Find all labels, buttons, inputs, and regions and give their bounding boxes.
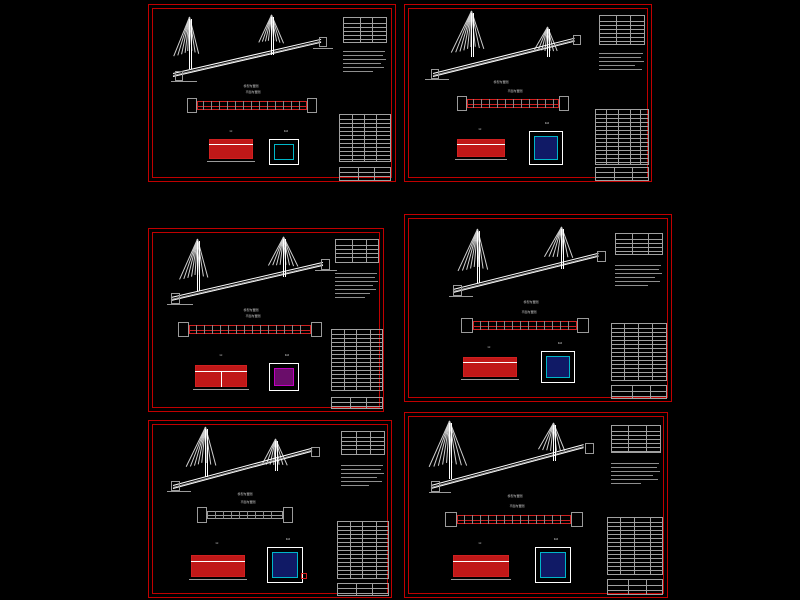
quantity-table[interactable] — [341, 431, 385, 455]
notes-block — [335, 271, 379, 301]
section-a-title: I-I — [478, 127, 482, 131]
pylon-left-b — [451, 423, 452, 479]
section-view-b — [531, 537, 579, 591]
title-block[interactable] — [337, 583, 389, 596]
pylon-left-b — [199, 241, 200, 291]
pylon-left-b — [473, 13, 474, 57]
title-block[interactable] — [611, 385, 667, 399]
plan-hatch — [467, 99, 559, 108]
elevation-view — [167, 237, 337, 311]
pylon-left — [471, 13, 472, 57]
pylon-right — [275, 441, 276, 471]
section-a-line1 — [209, 144, 253, 145]
sheet-1[interactable] — [148, 4, 396, 182]
ground-line-left — [429, 492, 451, 493]
elevation-title: 桥型布置图 — [523, 300, 539, 304]
plan-support-right — [283, 507, 293, 523]
section-b-core — [274, 144, 294, 160]
abutment-left — [431, 69, 439, 79]
section-a-line1 — [457, 144, 505, 145]
plan-hatch — [189, 325, 311, 334]
sheet-5[interactable] — [148, 420, 392, 598]
elevation-title: 桥型布置图 — [493, 80, 509, 84]
pylon-right-b — [563, 229, 564, 269]
section-view-a — [187, 541, 249, 589]
plan-title: 平面布置图 — [509, 504, 525, 508]
pylon-left — [197, 241, 198, 291]
quantity-table[interactable] — [615, 233, 663, 255]
section-a-title: I-I — [487, 345, 491, 349]
deck-bottom-line — [173, 42, 321, 77]
material-table[interactable] — [339, 114, 391, 162]
pylon-right-b — [277, 441, 278, 471]
section-view-b — [537, 341, 583, 391]
pylon-left — [189, 19, 190, 69]
ground-line-left — [167, 304, 193, 305]
notes-block — [611, 461, 661, 487]
section-view-a — [191, 353, 251, 399]
ground-line-left — [171, 81, 197, 82]
deck-center-line — [171, 263, 323, 299]
abutment-left — [171, 293, 180, 304]
sheet-2-frame — [408, 8, 648, 178]
section-a-title: I-I — [219, 353, 223, 357]
section-a-base — [455, 159, 507, 160]
abutment-right — [321, 259, 330, 270]
pylon-right — [561, 229, 562, 269]
plan-support-left — [445, 512, 457, 527]
plan-support-right — [571, 512, 583, 527]
section-view-a — [459, 345, 521, 391]
plan-title: 平面布置图 — [240, 500, 256, 504]
plan-support-right — [559, 96, 569, 111]
section-b-title: II-II — [553, 537, 559, 541]
plan-hatch — [197, 101, 307, 110]
section-a-base — [451, 579, 511, 580]
section-b-title: II-II — [283, 129, 289, 133]
elevation-title: 桥型布置图 — [507, 494, 523, 498]
plan-support-left — [197, 507, 207, 523]
abutment-right — [311, 447, 320, 457]
plan-view — [455, 89, 575, 115]
section-b-title: II-II — [284, 353, 290, 357]
section-a-web — [221, 371, 222, 387]
material-table[interactable] — [611, 323, 667, 381]
elevation-view — [429, 421, 609, 499]
sheet-6-frame — [408, 416, 664, 594]
pylon-left — [449, 423, 450, 479]
abutment-right — [319, 37, 327, 47]
elevation-view — [419, 11, 589, 83]
section-a-line1 — [463, 362, 517, 363]
elevation-view — [167, 427, 337, 497]
section-b-title: II-II — [285, 537, 291, 541]
section-b-title: II-II — [544, 121, 550, 125]
pylon-left — [205, 429, 206, 477]
pylon-left-b — [207, 429, 208, 477]
section-view-b — [265, 129, 305, 171]
section-view-b — [525, 121, 569, 171]
plan-title: 平面布置图 — [521, 310, 537, 314]
pylon-left — [477, 231, 478, 283]
quantity-table[interactable] — [343, 17, 387, 43]
abutment-right — [597, 251, 606, 262]
sheet-3[interactable] — [148, 228, 384, 412]
section-a-title: I-I — [478, 541, 482, 545]
section-a-base — [461, 379, 519, 380]
quantity-table[interactable] — [611, 425, 661, 453]
section-a-base — [193, 389, 249, 390]
abutment-left — [453, 285, 462, 296]
ground-line-left — [425, 79, 449, 80]
section-a-body — [463, 357, 517, 377]
notes-block — [615, 263, 663, 291]
section-view-b — [263, 537, 311, 589]
elevation-title: 桥型布置图 — [243, 308, 259, 312]
pylon-right-b — [555, 425, 556, 461]
pylon-left-b — [479, 231, 480, 283]
section-a-line1 — [453, 561, 509, 562]
ground-line-left — [167, 491, 191, 492]
section-b-core — [546, 356, 570, 378]
title-block[interactable] — [339, 167, 391, 181]
section-view-b — [265, 353, 307, 399]
quantity-table[interactable] — [335, 239, 379, 263]
title-block[interactable] — [331, 397, 383, 409]
pylon-right — [271, 17, 272, 55]
plan-title: 平面布置图 — [507, 89, 523, 93]
plan-view — [443, 504, 593, 531]
sheet-4-frame — [408, 218, 668, 398]
plan-view — [193, 500, 313, 527]
plan-hatch — [457, 515, 571, 524]
section-b-core — [274, 368, 294, 386]
title-block[interactable] — [607, 579, 663, 595]
pylon-right — [547, 29, 548, 57]
pylon-right-b — [273, 17, 274, 55]
section-a-base — [189, 579, 247, 580]
material-table[interactable] — [595, 109, 649, 165]
title-block[interactable] — [595, 167, 649, 181]
elevation-title: 桥型布置图 — [243, 84, 259, 88]
plan-view — [183, 90, 323, 117]
pylon-left-b — [191, 19, 192, 69]
pylon-right — [553, 425, 554, 461]
plan-support-left — [457, 96, 467, 111]
section-a-body — [209, 139, 253, 159]
plan-hatch — [207, 511, 283, 519]
plan-support-right — [577, 318, 589, 333]
plan-support-right — [307, 98, 317, 113]
plan-hatch — [473, 321, 577, 330]
section-view-a — [453, 127, 509, 171]
pylon-right-b — [549, 29, 550, 57]
section-a-body — [457, 139, 505, 157]
plan-title: 平面布置图 — [245, 90, 261, 94]
section-view-a — [449, 541, 513, 591]
ground-line-right — [315, 270, 337, 271]
pylon-right-b — [285, 239, 286, 277]
pylon-right — [283, 239, 284, 277]
section-a-body — [191, 555, 245, 577]
abutment-left — [431, 481, 440, 492]
notes-block — [341, 463, 385, 491]
section-b-core — [534, 136, 558, 160]
sheet-6[interactable] — [404, 412, 668, 598]
section-a-body — [453, 555, 509, 577]
ground-line-right — [313, 48, 333, 49]
plan-view — [175, 314, 331, 341]
abutment-right — [585, 443, 594, 454]
notes-block — [599, 51, 645, 75]
plan-title: 平面布置图 — [245, 314, 261, 318]
sheet-3-frame — [152, 232, 380, 408]
material-table[interactable] — [337, 521, 389, 579]
deck-bottom-line — [171, 265, 323, 301]
ground-line-left — [449, 296, 473, 297]
section-a-line1 — [191, 561, 245, 562]
sheet-1-frame — [152, 8, 392, 178]
section-b-core — [272, 552, 298, 578]
elevation-view — [449, 227, 619, 303]
section-b-detail-marker — [301, 573, 307, 579]
section-a-title: I-I — [215, 541, 219, 545]
quantity-table[interactable] — [599, 15, 645, 45]
material-table[interactable] — [607, 517, 663, 575]
elevation-title: 桥型布置图 — [237, 492, 253, 496]
sheet-4[interactable] — [404, 214, 672, 402]
sheet-2[interactable] — [404, 4, 652, 182]
plan-support-right — [311, 322, 322, 337]
section-b-title: II-II — [557, 341, 563, 345]
plan-support-left — [178, 322, 189, 337]
notes-block — [343, 49, 387, 73]
section-a-base — [207, 161, 255, 162]
sheet-5-frame — [152, 424, 388, 594]
plan-view — [459, 310, 599, 337]
elevation-view — [171, 15, 331, 88]
abutment-left — [171, 481, 180, 491]
section-view-a — [205, 129, 257, 171]
abutment-right — [573, 35, 581, 45]
section-a-title: I-I — [229, 129, 233, 133]
material-table[interactable] — [331, 329, 383, 391]
plan-support-left — [187, 98, 197, 113]
section-b-core — [540, 552, 566, 578]
abutment-left — [175, 71, 183, 81]
deck-center-line — [173, 40, 321, 75]
plan-support-left — [461, 318, 473, 333]
